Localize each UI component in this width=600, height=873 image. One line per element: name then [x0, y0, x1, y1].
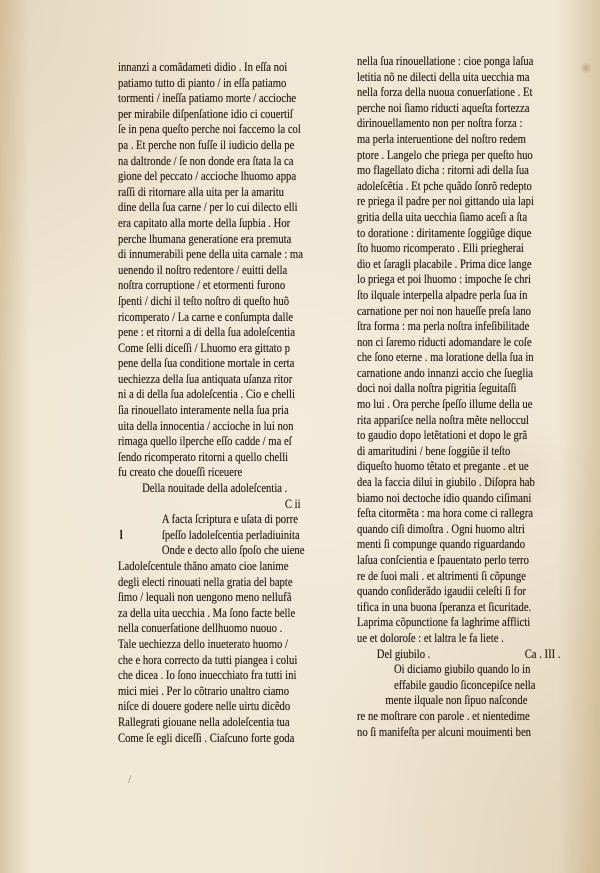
text-line: ricomperato / La carne e conſumpta dalle — [118, 309, 294, 324]
text-line: di innumerabili pene della uita carnale : ma — [118, 247, 303, 262]
text-line: dine della ſua carne / per lo cui dilecto elli — [118, 200, 298, 215]
text-line: niſce di douere godere nelle uirtu dicẽdo — [118, 699, 291, 714]
text-line: re ne moſtrare con parole . et nientedime — [357, 708, 530, 723]
text-line: ue et doloroſe : et laltra le fa liete . — [357, 630, 504, 645]
text-line: perche lhumana generatione era premuta — [118, 231, 292, 246]
text-line: Come ſe egli diceſſi . Ciaſcuno forte goda — [118, 730, 295, 745]
text-line: biamo noi dectoche idio quando ciſimani — [357, 490, 532, 505]
text-line: mici miei . Per lo cõtrario unaltro ciamo — [118, 683, 290, 698]
text-line: per mirabile diſpenſatione idio ci couertiſ — [118, 106, 293, 121]
text-line: ni a di della ſua adoleſcentia . Cio e chelli — [118, 387, 295, 402]
text-line: adoleſcẽtia . Et pche quãdo ſonrõ redepto — [357, 178, 532, 193]
text-line: na daltronde / ſe non donde era ſtata la ca — [118, 153, 294, 168]
text-line: effabile gaudio ſiconcepiſce nella — [393, 677, 536, 692]
text-line: dio et ſaragli placabile . Prima dice lange — [357, 256, 532, 271]
text-line: laſua conſcientia e ſpauentato perlo terro — [357, 553, 529, 567]
text-line: ſto huomo ricomperato . Elli priegherai — [357, 241, 524, 256]
text-line: non ci ſaremo riducti adomandare le coſe — [357, 334, 532, 349]
text-line: A facta ſcriptura e uſata di porre — [161, 512, 298, 527]
text-line: mo lui . Ora perche ſpeſſo illume della ue — [357, 397, 533, 412]
text-line: Oi diciamo giubilo quando lo in — [393, 662, 531, 677]
text-line: quando ciſi dimoſtra . Ogni huomo altri — [357, 521, 525, 536]
stray-ink-mark: / — [128, 772, 132, 786]
right-text-column — [357, 54, 575, 754]
text-line: patiamo tutto di pianto / in eſſa patiamo — [118, 75, 287, 90]
text-line: za della uita uecchia . Ma ſono facte belle — [118, 605, 296, 620]
chapter-heading: Del giubilo . — [376, 646, 431, 661]
chapter-number: Ca . III . — [524, 646, 561, 661]
text-line: ſendo ricomperato ritorni a quello chelli — [118, 449, 289, 464]
text-line: perche noi ſiamo riducti aqueſta fortezza — [357, 100, 530, 115]
text-line: lo priega et poi lhuomo : impoche ſe chri — [357, 272, 532, 287]
text-line: innanzi a comãdameti didio . In eſſa noi — [118, 60, 288, 74]
text-line: letitia nõ ne dilecti della uita uecchia ma — [357, 69, 530, 84]
text-line: nella ſua rinouellatione : cioe ponga laſua — [357, 54, 534, 68]
text-line: Come ſelli diceſſi / Lhuomo era gittato p — [118, 340, 290, 355]
text-line: noſtra corruptione / et etormenti furono — [118, 278, 286, 293]
text-line: fu creato che doueſſi riceuere — [118, 465, 243, 480]
text-line: ſia rinouellato interamente nella ſua pria — [118, 403, 289, 418]
signature-mark: C ii — [284, 496, 301, 511]
text-line: uenendo il noſtro redentore / euitti della — [118, 262, 288, 277]
text-line: gritia della uita uecchia ſiamo aceſi a ſta — [357, 209, 528, 224]
text-line: Onde e decto allo ſpoſo che uiene — [161, 543, 305, 558]
text-line: carnatione per noi non haueſſe preſa lano — [357, 303, 531, 318]
text-line: rita appariſce nella noſtra mẽte nelloccul — [357, 412, 529, 427]
text-line: dea la faccia dilui in giubilo . Diſopra hab — [357, 475, 535, 490]
text-line: ſpeſſo ladoleſcentia perladiuinita — [161, 527, 300, 542]
text-line: mente ilquale non ſipuo naſconde — [385, 693, 528, 708]
text-line: pene : et ritorni a di della ſua adoleſcentia — [118, 325, 295, 340]
text-line: uita della innocentia / accioche in lui non — [118, 418, 294, 433]
text-line: degli electi rinouati nella gratia del bapte — [118, 574, 293, 589]
text-line: re priega il padre per noi gittando uia lapi — [357, 194, 534, 209]
text-line: re de ſuoi mali . et altrimenti ſi cõpunge — [357, 568, 526, 583]
text-line: Laprima cõpunctione fa laghrime afflicti — [357, 615, 531, 630]
text-line: ſto ilquale interpella alpadre perla ſua in — [357, 287, 528, 302]
chapter-heading: Della nouitade della adoleſcentia . — [142, 481, 288, 496]
text-line: rimaga quello ilperche eſſo cadde / ma eſ — [118, 434, 292, 449]
text-line: che dicea . Io ſono inuecchiato fra tutti ini — [118, 668, 297, 683]
text-line: gione del peccato / accioche lhuomo appa — [118, 169, 297, 184]
text-line: pa . Et perche non fuſſe il iudicio della pe — [118, 137, 295, 152]
text-line: carnatione ando innanzi accio che ſueglia — [357, 365, 534, 380]
text-line: Tale uechiezza dello inueterato huomo / — [118, 636, 288, 651]
text-line: tifica in una buona ſperanza et ſicuritade. — [357, 599, 532, 614]
text-line: diqueſto huomo tẽtato et pregante . et ue — [357, 459, 529, 474]
text-line: to doratione : diritamente ſoggiũge dique — [357, 225, 532, 240]
text-line: nella forza della nuoua conuerſatione . Et — [357, 85, 533, 100]
text-line: tormenti / ineſſa patiamo morte / accioche — [118, 91, 297, 106]
text-line: ma perla interuentione del noſtro redem — [357, 131, 526, 146]
text-line: che e hora correcto da tutti piangea i colui — [118, 652, 298, 667]
text-line: to gaudio dopo letẽtationi et dopo le grã — [357, 428, 528, 443]
text-line: era capitato alla morte della ſupbia . Hor — [118, 215, 291, 230]
text-line: raſſi di ritornare alla uita per la amaritu — [118, 184, 284, 199]
text-line: ptore . Langelo che priega per queſto huo — [357, 147, 533, 162]
text-line: ſtra forma : ma perla noſtra infeſibilitade — [357, 319, 530, 334]
text-line: pene della ſua conditione mortale in certa — [118, 356, 295, 371]
drop-cap-guide-letter: l — [119, 528, 123, 542]
text-line: uechiezza della ſua antiquata uſanza ritor — [118, 371, 293, 386]
text-line: Ladoleſcentule thãno amato cioe lanime — [118, 559, 289, 573]
left-text-column — [118, 60, 342, 760]
text-line: quando conſiderãdo igaudii celeſti ſi for — [357, 584, 526, 599]
text-line: dirinouellamento non per noſtra forza : — [357, 116, 523, 131]
text-line: nella conuerſatione dellhuomo nuouo . — [118, 621, 283, 636]
text-line: mo flagellato dicha : ritorni adi della ſua — [357, 163, 529, 178]
text-line: ſimo / lequali non uengono meno nellufã — [118, 590, 292, 605]
text-line: menti ſi compunge quando riguardando — [357, 537, 526, 552]
text-line: che ſono eterne . ma loratione della ſua in — [357, 350, 534, 365]
text-line: di amaritudini / bene ſoggiũe il teſto — [357, 443, 511, 458]
text-line: feſta citormẽta : ma hora come ci rallegra — [357, 506, 534, 521]
text-line: ſe in pena queſto perche noi faccemo la col — [118, 122, 301, 137]
text-line: no ſi manifeſta per alcuni mouimenti ben — [357, 724, 532, 739]
text-line: doci noi dalla noſtra pigritia ſeguitaſſi — [357, 381, 517, 396]
chapter-heading-row — [357, 647, 575, 663]
text-line: Rallegrati giouane nella adoleſcentia tua — [118, 714, 290, 729]
text-line: ſpenti / dichi il teſto noſtro di queſto huõ — [118, 293, 290, 308]
